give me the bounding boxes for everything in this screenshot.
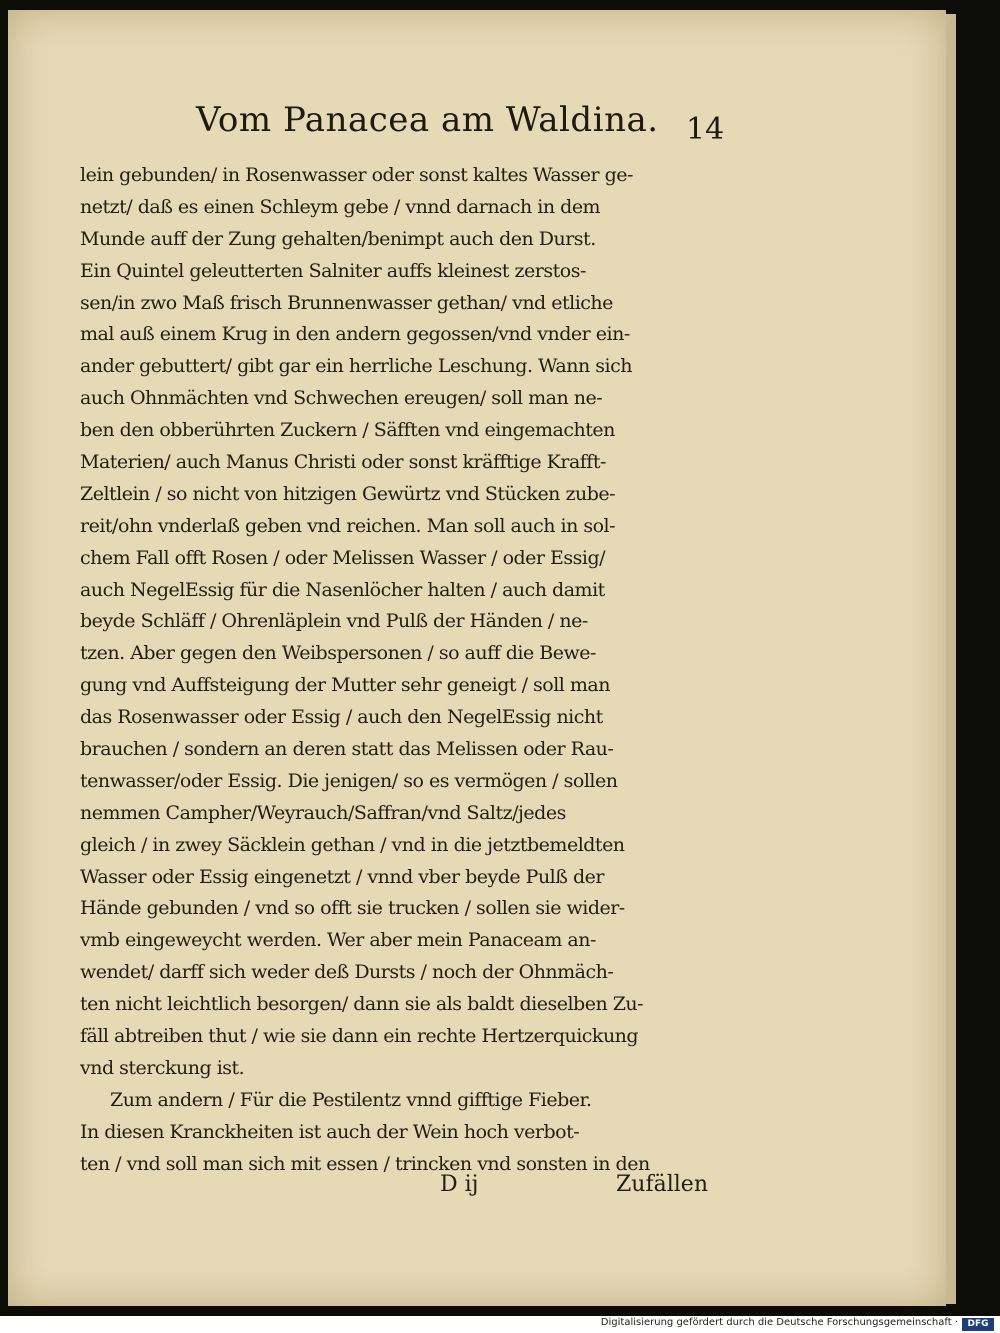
text-line: In diesen Kranckheiten ist auch der Wein hoch verbot- (80, 1120, 580, 1143)
text-line: reit/ohn vnderlaß geben vnd reichen. Man soll auch in sol- (80, 514, 616, 537)
text-line: netzt/ daß es einen Schleym gebe / vnnd darnach in dem (80, 195, 601, 218)
text-line: gleich / in zwey Säcklein gethan / vnd in die jetztbemeldten (80, 833, 625, 856)
running-head: Vom Panacea am Waldina. (196, 100, 659, 140)
text-line: auch NegelEssig für die Nasenlöcher halten / auch damit (80, 578, 605, 601)
text-line: Munde auff der Zung gehalten/benimpt auch den Durst. (80, 227, 596, 250)
text-line: gung vnd Auffsteigung der Mutter sehr geneigt / soll man (80, 674, 610, 697)
dfg-logo: DFG (962, 1318, 994, 1331)
text-line: beyde Schläff / Ohrenläplein vnd Pulß der Händen / ne- (80, 610, 588, 633)
text-line: chem Fall offt Rosen / oder Melissen Wasser / oder Essig/ (80, 546, 606, 569)
page-header (196, 100, 716, 150)
text-line: sen/in zwo Maß frisch Brunnenwasser gethan/ vnd etliche (80, 291, 613, 314)
signature-mark: D ij (440, 1172, 479, 1197)
catchword: Zufällen (616, 1172, 708, 1197)
text-line: vnd sterckung ist. (80, 1056, 245, 1079)
text-line: Materien/ auch Manus Christi oder sonst kräfftige Krafft- (80, 451, 606, 474)
text-line: vmb eingeweycht werden. Wer aber mein Panaceam an- (80, 929, 596, 952)
text-line: ben den obberührten Zuckern / Säfften vnd eingemachten (80, 419, 615, 442)
text-line: das Rosenwasser oder Essig / auch den NegelEssig nicht (80, 706, 603, 729)
text-line: lein gebunden/ in Rosenwasser oder sonst kaltes Wasser ge- (80, 164, 633, 186)
text-line: mal auß einem Krug in den andern gegossen/vnd vnder ein- (80, 323, 630, 346)
text-line: ander gebuttert/ gibt gar ein herrliche Leschung. Wann sich (80, 355, 632, 378)
text-line: tenwasser/oder Essig. Die jenigen/ so es vermögen / sollen (80, 769, 618, 792)
body-text (80, 160, 720, 1181)
text-line: wendet/ darff sich weder deß Dursts / noch der Ohnmäch- (80, 961, 614, 984)
page-edge (946, 14, 956, 1304)
text-line: ten nicht leichtlich besorgen/ dann sie als baldt dieselben Zu- (80, 993, 644, 1016)
digitization-credit-bar (0, 1316, 1000, 1333)
text-line: fäll abtreiben thut / wie sie dann ein rechte Hertzerquickung (80, 1025, 639, 1048)
text-line: Ein Quintel geleutterten Salniter auffs kleinest zerstos- (80, 259, 586, 282)
page-number: 14 (686, 112, 725, 147)
text-line: ten / vnd soll man sich mit essen / trincken vnd sonsten in den (80, 1152, 650, 1175)
text-line: Hände gebunden / vnd so offt sie trucken / sollen sie wider- (80, 897, 625, 920)
page-footer (440, 1172, 708, 1208)
text-line: brauchen / sondern an deren statt das Melissen oder Rau- (80, 738, 614, 761)
text-line: Wasser oder Essig eingenetzt / vnnd vber beyde Pulß der (80, 865, 604, 888)
text-line: auch Ohnmächten vnd Schwechen ereugen/ soll man ne- (80, 387, 603, 410)
text-line: Zeltlein / so nicht von hitzigen Gewürtz vnd Stücken zube- (80, 482, 616, 505)
section-heading-line: Zum andern / Für die Pestilentz vnnd gifftige Fieber. (110, 1088, 592, 1111)
text-line: nemmen Campher/Weyrauch/Saffran/vnd Saltz/jedes (80, 801, 566, 824)
text-line: tzen. Aber gegen den Weibspersonen / so auff die Bewe- (80, 642, 596, 665)
credit-text: Digitalisierung gefördert durch die Deutsche Forschungsgemeinschaft · (600, 1317, 958, 1328)
